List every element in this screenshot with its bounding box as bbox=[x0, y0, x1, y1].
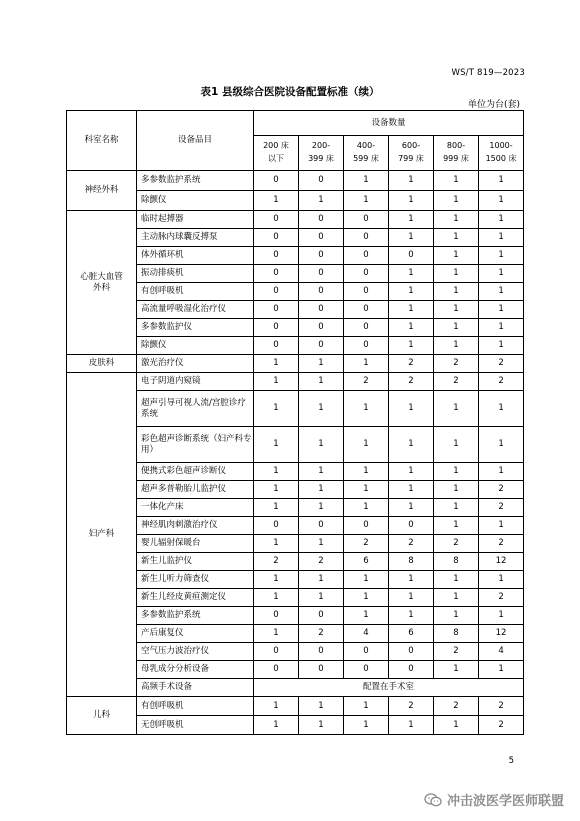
table-row bbox=[67, 211, 524, 229]
quantity-cell: 1 bbox=[389, 211, 434, 229]
header-bed-range-line: 600- bbox=[401, 141, 421, 151]
equipment-item: 有创呼吸机 bbox=[137, 697, 254, 716]
quantity-cell: 1 bbox=[479, 571, 524, 589]
quantity-cell: 1 bbox=[434, 283, 479, 301]
quantity-cell: 1 bbox=[299, 697, 344, 716]
quantity-cell: 0 bbox=[344, 229, 389, 247]
quantity-cell: 1 bbox=[254, 355, 299, 373]
quantity-cell: 1 bbox=[254, 697, 299, 716]
quantity-cell: 1 bbox=[389, 716, 434, 735]
quantity-cell: 2 bbox=[254, 553, 299, 571]
quantity-cell: 1 bbox=[299, 427, 344, 463]
quantity-cell: 0 bbox=[254, 283, 299, 301]
quantity-cell: 1 bbox=[434, 301, 479, 319]
quantity-cell: 1 bbox=[344, 571, 389, 589]
equipment-item: 高频手术设备 bbox=[137, 679, 254, 697]
department-name: 心脏大血管外科 bbox=[67, 211, 137, 355]
quantity-cell: 1 bbox=[344, 589, 389, 607]
header-bed-range-line: 1500 床 bbox=[485, 154, 517, 163]
quantity-cell: 1 bbox=[299, 373, 344, 391]
quantity-cell: 0 bbox=[344, 283, 389, 301]
quantity-cell: 1 bbox=[434, 499, 479, 517]
quantity-cell: 2 bbox=[479, 499, 524, 517]
quantity-cell: 1 bbox=[299, 571, 344, 589]
equipment-item: 除颤仪 bbox=[137, 337, 254, 355]
quantity-cell: 0 bbox=[299, 171, 344, 191]
equipment-item: 多参数监护仪 bbox=[137, 319, 254, 337]
quantity-cell: 4 bbox=[479, 643, 524, 661]
quantity-cell: 1 bbox=[344, 171, 389, 191]
quantity-cell: 1 bbox=[389, 171, 434, 191]
equipment-item: 多参数监护系统 bbox=[137, 171, 254, 191]
table-row bbox=[67, 171, 524, 191]
quantity-cell: 0 bbox=[254, 607, 299, 625]
quantity-cell: 1 bbox=[344, 191, 389, 211]
quantity-cell: 1 bbox=[434, 319, 479, 337]
header-bed-range-line: 200- bbox=[311, 141, 331, 151]
equipment-item: 一体化产床 bbox=[137, 499, 254, 517]
department-name: 儿科 bbox=[67, 697, 137, 735]
quantity-cell: 1 bbox=[389, 499, 434, 517]
quantity-cell: 1 bbox=[389, 427, 434, 463]
quantity-cell: 1 bbox=[389, 319, 434, 337]
quantity-cell: 1 bbox=[344, 607, 389, 625]
equipment-item: 母乳成分分析设备 bbox=[137, 661, 254, 679]
quantity-cell: 0 bbox=[299, 517, 344, 535]
quantity-cell: 1 bbox=[389, 481, 434, 499]
quantity-cell: 0 bbox=[254, 247, 299, 265]
quantity-cell: 0 bbox=[254, 337, 299, 355]
quantity-cell: 0 bbox=[389, 247, 434, 265]
equipment-item: 新生儿经皮黄疸测定仪 bbox=[137, 589, 254, 607]
quantity-cell: 8 bbox=[434, 553, 479, 571]
quantity-cell: 1 bbox=[479, 171, 524, 191]
header-bed-range-line: 1000- bbox=[489, 141, 513, 151]
quantity-cell: 1 bbox=[479, 191, 524, 211]
department-name: 皮肤科 bbox=[67, 355, 137, 373]
header-bed-range-line: 399 床 bbox=[308, 154, 334, 163]
quantity-cell: 1 bbox=[479, 661, 524, 679]
table-title: 表1 县级综合医院设备配置标准（续） bbox=[200, 86, 380, 98]
equipment-item: 新生儿监护仪 bbox=[137, 553, 254, 571]
quantity-cell: 1 bbox=[254, 625, 299, 643]
quantity-cell: 1 bbox=[389, 463, 434, 481]
quantity-cell: 2 bbox=[389, 373, 434, 391]
quantity-cell: 1 bbox=[434, 463, 479, 481]
quantity-cell: 1 bbox=[254, 571, 299, 589]
equipment-item: 体外循环机 bbox=[137, 247, 254, 265]
quantity-cell: 0 bbox=[344, 211, 389, 229]
quantity-cell: 1 bbox=[389, 589, 434, 607]
quantity-cell: 0 bbox=[299, 265, 344, 283]
quantity-cell: 4 bbox=[344, 625, 389, 643]
header-bed-range bbox=[299, 136, 344, 171]
equipment-item: 主动脉内球囊反搏泵 bbox=[137, 229, 254, 247]
quantity-cell: 0 bbox=[254, 211, 299, 229]
quantity-cell: 2 bbox=[434, 373, 479, 391]
quantity-cell: 0 bbox=[344, 643, 389, 661]
quantity-cell: 1 bbox=[389, 607, 434, 625]
equipment-item: 除颤仪 bbox=[137, 191, 254, 211]
quantity-cell: 2 bbox=[389, 697, 434, 716]
header-bed-range bbox=[344, 136, 389, 171]
quantity-cell: 1 bbox=[344, 697, 389, 716]
quantity-cell: 0 bbox=[344, 301, 389, 319]
quantity-cell: 2 bbox=[479, 697, 524, 716]
quantity-cell: 1 bbox=[254, 373, 299, 391]
quantity-cell: 0 bbox=[389, 661, 434, 679]
quantity-cell: 0 bbox=[344, 337, 389, 355]
header-dept: 科室名称 bbox=[67, 111, 137, 171]
quantity-cell: 1 bbox=[479, 517, 524, 535]
equipment-item: 神经肌肉刺激治疗仪 bbox=[137, 517, 254, 535]
quantity-cell: 1 bbox=[479, 301, 524, 319]
quantity-cell: 1 bbox=[434, 391, 479, 427]
quantity-cell: 1 bbox=[434, 481, 479, 499]
quantity-cell: 1 bbox=[299, 589, 344, 607]
quantity-cell: 1 bbox=[344, 391, 389, 427]
quantity-cell: 1 bbox=[389, 301, 434, 319]
watermark-text: 冲击波医学医师联盟 bbox=[446, 794, 564, 809]
header-bed-range-line: 以下 bbox=[268, 154, 284, 163]
quantity-cell: 2 bbox=[479, 481, 524, 499]
quantity-cell: 1 bbox=[254, 589, 299, 607]
quantity-cell: 0 bbox=[344, 517, 389, 535]
quantity-cell: 1 bbox=[254, 535, 299, 553]
equipment-item: 便携式彩色超声诊断仪 bbox=[137, 463, 254, 481]
quantity-cell: 1 bbox=[254, 716, 299, 735]
equipment-item: 振动排痰机 bbox=[137, 265, 254, 283]
table-row bbox=[67, 697, 524, 716]
header-bed-range bbox=[389, 136, 434, 171]
quantity-cell: 1 bbox=[299, 535, 344, 553]
quantity-cell: 2 bbox=[434, 535, 479, 553]
equipment-item: 有创呼吸机 bbox=[137, 283, 254, 301]
quantity-cell: 0 bbox=[254, 643, 299, 661]
equipment-item: 激光治疗仪 bbox=[137, 355, 254, 373]
quantity-cell: 1 bbox=[434, 171, 479, 191]
unit-note: 单位为台(套) bbox=[467, 100, 520, 110]
equipment-item: 临时起搏器 bbox=[137, 211, 254, 229]
quantity-cell: 1 bbox=[299, 716, 344, 735]
quantity-cell: 1 bbox=[434, 229, 479, 247]
quantity-cell: 1 bbox=[479, 247, 524, 265]
quantity-cell: 1 bbox=[254, 427, 299, 463]
quantity-cell: 1 bbox=[344, 499, 389, 517]
quantity-cell: 2 bbox=[299, 625, 344, 643]
quantity-cell: 0 bbox=[299, 211, 344, 229]
equipment-item: 高流量呼吸湿化治疗仪 bbox=[137, 301, 254, 319]
quantity-cell: 6 bbox=[389, 625, 434, 643]
equipment-item: 无创呼吸机 bbox=[137, 716, 254, 735]
quantity-cell: 1 bbox=[254, 499, 299, 517]
quantity-cell: 0 bbox=[389, 517, 434, 535]
header-bed-range-line: 599 床 bbox=[353, 154, 379, 163]
department-name: 妇产科 bbox=[67, 373, 137, 697]
header-bed-range bbox=[434, 136, 479, 171]
quantity-cell: 1 bbox=[479, 283, 524, 301]
quantity-cell: 12 bbox=[479, 625, 524, 643]
quantity-cell: 1 bbox=[479, 265, 524, 283]
quantity-cell: 1 bbox=[434, 571, 479, 589]
quantity-cell: 0 bbox=[389, 643, 434, 661]
quantity-cell: 1 bbox=[299, 391, 344, 427]
quantity-cell: 1 bbox=[479, 607, 524, 625]
quantity-cell: 1 bbox=[479, 211, 524, 229]
quantity-cell: 1 bbox=[479, 229, 524, 247]
quantity-cell: 2 bbox=[479, 355, 524, 373]
quantity-cell: 1 bbox=[299, 191, 344, 211]
standard-code: WS/T 819—2023 bbox=[451, 68, 525, 78]
quantity-cell: 2 bbox=[434, 643, 479, 661]
equipment-item: 空气压力波治疗仪 bbox=[137, 643, 254, 661]
header-bed-range-line: 800- bbox=[446, 141, 466, 151]
header-bed-range bbox=[254, 136, 299, 171]
quantity-cell: 0 bbox=[254, 229, 299, 247]
quantity-cell: 1 bbox=[389, 391, 434, 427]
quantity-cell: 1 bbox=[434, 427, 479, 463]
quantity-cell: 0 bbox=[254, 319, 299, 337]
quantity-cell: 1 bbox=[254, 391, 299, 427]
quantity-cell: 1 bbox=[479, 463, 524, 481]
quantity-cell: 1 bbox=[434, 211, 479, 229]
quantity-cell: 0 bbox=[254, 517, 299, 535]
quantity-cell: 1 bbox=[434, 337, 479, 355]
quantity-cell: 0 bbox=[299, 337, 344, 355]
equipment-item: 新生儿听力筛查仪 bbox=[137, 571, 254, 589]
header-bed-range-line: 400- bbox=[356, 141, 376, 151]
quantity-cell: 0 bbox=[299, 607, 344, 625]
quantity-cell: 1 bbox=[434, 517, 479, 535]
equipment-item: 多参数监护系统 bbox=[137, 607, 254, 625]
quantity-cell: 1 bbox=[389, 337, 434, 355]
quantity-cell: 1 bbox=[434, 661, 479, 679]
quantity-cell: 0 bbox=[254, 301, 299, 319]
quantity-cell: 2 bbox=[434, 697, 479, 716]
equipment-item: 超声多普勒胎儿监护仪 bbox=[137, 481, 254, 499]
quantity-cell: 1 bbox=[434, 607, 479, 625]
quantity-cell: 0 bbox=[344, 247, 389, 265]
quantity-cell: 2 bbox=[434, 355, 479, 373]
quantity-cell: 1 bbox=[479, 319, 524, 337]
header-item: 设备品目 bbox=[137, 111, 254, 171]
quantity-cell: 1 bbox=[434, 265, 479, 283]
quantity-cell: 2 bbox=[344, 535, 389, 553]
quantity-cell: 1 bbox=[389, 265, 434, 283]
quantity-cell: 2 bbox=[479, 535, 524, 553]
header-bed-range-line: 799 床 bbox=[398, 154, 424, 163]
quantity-cell: 2 bbox=[344, 373, 389, 391]
quantity-cell: 1 bbox=[344, 463, 389, 481]
wechat-logo-icon bbox=[424, 793, 442, 807]
quantity-cell: 1 bbox=[434, 191, 479, 211]
quantity-cell: 1 bbox=[254, 191, 299, 211]
quantity-cell: 1 bbox=[299, 355, 344, 373]
quantity-cell: 0 bbox=[299, 643, 344, 661]
quantity-cell: 1 bbox=[479, 427, 524, 463]
quantity-cell: 1 bbox=[344, 427, 389, 463]
equipment-item: 婴儿辐射保暖台 bbox=[137, 535, 254, 553]
equipment-item: 电子阴道内窥镜 bbox=[137, 373, 254, 391]
quantity-cell: 1 bbox=[299, 481, 344, 499]
quantity-cell: 1 bbox=[479, 337, 524, 355]
quantity-cell: 0 bbox=[344, 265, 389, 283]
quantity-cell: 1 bbox=[389, 229, 434, 247]
header-bed-range bbox=[479, 136, 524, 171]
quantity-cell: 0 bbox=[299, 319, 344, 337]
quantity-cell: 1 bbox=[254, 481, 299, 499]
quantity-cell: 1 bbox=[434, 716, 479, 735]
table-row bbox=[67, 355, 524, 373]
quantity-cell: 0 bbox=[254, 661, 299, 679]
quantity-cell: 0 bbox=[254, 265, 299, 283]
quantity-cell: 1 bbox=[434, 247, 479, 265]
quantity-cell: 1 bbox=[434, 589, 479, 607]
equipment-item: 超声引导可视人流/宫腔诊疗系统 bbox=[137, 391, 254, 427]
quantity-cell: 2 bbox=[389, 535, 434, 553]
quantity-cell: 1 bbox=[389, 191, 434, 211]
quantity-cell: 1 bbox=[479, 391, 524, 427]
quantity-cell: 1 bbox=[254, 463, 299, 481]
quantity-cell: 0 bbox=[299, 247, 344, 265]
quantity-cell: 6 bbox=[344, 553, 389, 571]
quantity-cell: 8 bbox=[434, 625, 479, 643]
header-bed-range-line: 999 床 bbox=[443, 154, 469, 163]
quantity-cell: 1 bbox=[389, 283, 434, 301]
quantity-cell: 1 bbox=[299, 499, 344, 517]
table-row bbox=[67, 373, 524, 391]
quantity-cell: 2 bbox=[299, 553, 344, 571]
quantity-cell: 0 bbox=[254, 171, 299, 191]
header-quantity: 设备数量 bbox=[254, 111, 524, 136]
quantity-cell: 0 bbox=[344, 319, 389, 337]
equipment-item: 产后康复仪 bbox=[137, 625, 254, 643]
quantity-cell: 1 bbox=[389, 571, 434, 589]
quantity-cell: 1 bbox=[299, 463, 344, 481]
header-bed-range-line: 200 床 bbox=[263, 141, 289, 151]
quantity-cell: 1 bbox=[344, 355, 389, 373]
quantity-cell: 0 bbox=[299, 229, 344, 247]
quantity-cell: 0 bbox=[299, 283, 344, 301]
quantity-cell: 2 bbox=[479, 589, 524, 607]
quantity-cell: 1 bbox=[344, 481, 389, 499]
watermark bbox=[424, 790, 564, 809]
page-number: 5 bbox=[508, 756, 514, 766]
merged-quantity-note: 配置在手术室 bbox=[254, 679, 524, 697]
quantity-cell: 2 bbox=[479, 716, 524, 735]
quantity-cell: 0 bbox=[299, 301, 344, 319]
equipment-table bbox=[66, 110, 524, 735]
quantity-cell: 2 bbox=[479, 373, 524, 391]
equipment-item: 彩色超声诊断系统（妇产科专用） bbox=[137, 427, 254, 463]
quantity-cell: 8 bbox=[389, 553, 434, 571]
quantity-cell: 0 bbox=[344, 661, 389, 679]
quantity-cell: 0 bbox=[299, 661, 344, 679]
quantity-cell: 2 bbox=[389, 355, 434, 373]
quantity-cell: 12 bbox=[479, 553, 524, 571]
department-name: 神经外科 bbox=[67, 171, 137, 211]
quantity-cell: 1 bbox=[344, 716, 389, 735]
